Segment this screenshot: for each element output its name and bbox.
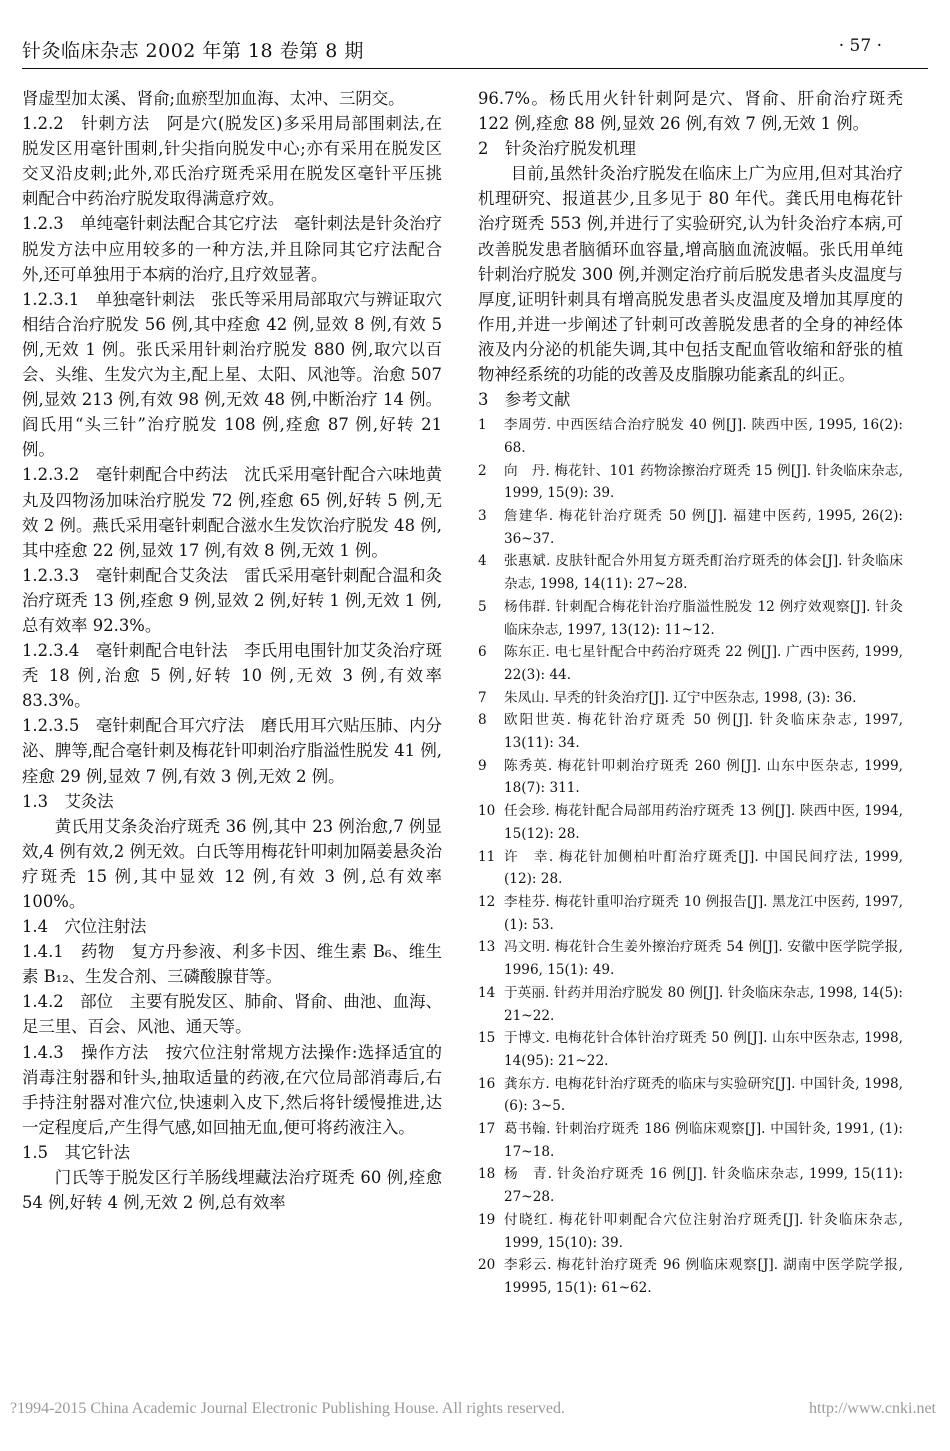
reference-text: 于博文. 电梅花针合体针治疗斑秃 50 例[J]. 山东中医杂志, 1998, 14(95): 21~22. <box>504 1030 903 1069</box>
reference-item <box>478 846 903 891</box>
reference-text: 朱凤山. 早秃的针灸治疗[J]. 辽宁中医杂志, 1998, (3): 36. <box>504 689 857 706</box>
journal-title: 针灸临床杂志 2002 年第 18 卷第 8 期 <box>22 40 364 62</box>
paragraph: 1.2.3.3 毫针刺配合艾灸法 雷氏采用毫针刺配合温和灸治疗斑秃 13 例,痊愈 9 例,显效 2 例,好转 1 例,无效 1 例,总有效率 92.3%。 <box>22 565 442 635</box>
reference-number: 8 <box>478 712 487 729</box>
reference-text: 杨伟群. 针刺配合梅花针治疗脂溢性脱发 12 例疗效观察[J]. 针灸临床杂志, 1997, 13(12): 11~12. <box>504 598 903 638</box>
reference-number: 12 <box>478 893 496 910</box>
reference-item <box>478 596 903 641</box>
reference-item <box>478 1027 903 1072</box>
reference-number: 13 <box>478 939 496 956</box>
paragraph: 1.4.2 部位 主要有脱发区、肺俞、肾俞、曲池、血海、足三里、百会、风池、通天等。 <box>22 992 442 1037</box>
reference-item <box>478 1254 903 1299</box>
reference-item <box>478 505 903 550</box>
paragraph: 肾虚型加太溪、肾俞;血瘀型加血海、太冲、三阴交。 <box>22 89 405 108</box>
paragraph: 1.3 艾灸法 <box>22 791 114 811</box>
paragraph: 1.2.3.5 毫针刺配合耳穴疗法 磨氏用耳穴贴压肺、内分泌、脾等,配合毫针刺及梅花针叩刺治疗脂溢性脱发 41 例,痊愈 29 例,显效 7 例,有效 3 例,无效 2 例。 <box>22 716 442 786</box>
reference-text: 张惠斌. 皮肤针配合外用复方斑秃酊治疗斑秃的体会[J]. 针灸临床杂志, 1998, 14(11): 27~28. <box>504 553 903 593</box>
reference-item <box>478 800 903 845</box>
reference-number: 6 <box>478 644 487 661</box>
reference-text: 陈东正. 电七星针配合中药治疗斑秃 22 例[J]. 广西中医药, 1999, 22(3): 44. <box>504 644 903 683</box>
reference-text: 陈秀英. 梅花针叩刺治疗斑秃 260 例[J]. 山东中医杂志, 1999, 18(7): 311. <box>504 757 903 797</box>
reference-item <box>478 1118 903 1163</box>
reference-item <box>478 687 903 710</box>
reference-text: 李彩云. 梅花针治疗斑秃 96 例临床观察[J]. 湖南中医学院学报, 19995, 15(1): 61~62. <box>504 1257 903 1296</box>
reference-item <box>478 982 903 1027</box>
page-number: · 57 · <box>838 36 882 56</box>
paragraph: 1.4.3 操作方法 按穴位注射常规方法操作:选择适宜的消毒注射器和针头,抽取适量的药液,在穴位局部消毒后,右手持注射器对准穴位,快速刺入皮下,然后将针缓慢推进,达一定程度后,产生得气感,如回抽无血,便可将药液注入。 <box>22 1042 442 1137</box>
reference-number: 17 <box>478 1121 496 1138</box>
page-header <box>22 30 928 70</box>
paragraph: 1.4 穴位注射法 <box>22 917 147 937</box>
reference-item <box>478 891 903 936</box>
reference-number: 20 <box>478 1257 496 1274</box>
reference-number: 14 <box>478 984 496 1001</box>
reference-number: 19 <box>478 1211 496 1228</box>
reference-number: 7 <box>478 689 487 706</box>
reference-item <box>478 641 903 686</box>
paragraph: 目前,虽然针灸治疗脱发在临床上广为应用,但对其治疗机理研究、报道甚少,且多见于 80 年代。龚氏用电梅花针治疗斑秃 553 例,并进行了实验研究,认为针灸治疗本病,可改善脱发患者脑循环血容量,增高脑血流波幅。张氏用单纯针刺治疗脱发 300 例,并测定治疗前后脱发患者头皮温度与厚度,证明针刺具有增高脱发患者头皮温度及增加其厚度的作用,并进一步阐述了针刺可改善脱发患者的全身的神经体液及内分泌的机能失调,其中包括支配血管收缩和舒张的植物神经系统的功能的改善及皮脂腺功能紊乱的纠正。 <box>478 164 903 385</box>
paragraph: 3 参考文献 <box>478 390 571 410</box>
reference-number: 3 <box>478 508 487 525</box>
reference-text: 葛书翰. 针刺治疗斑秃 186 例临床观察[J]. 中国针灸, 1991, (1): 17~18. <box>504 1121 903 1160</box>
reference-text: 冯文明. 梅花针合生姜外擦治疗斑秃 54 例[J]. 安徽中医学院学报, 1996, 15(1): 49. <box>504 939 903 979</box>
copyright-notice: ?1994-2015 China Academic Journal Electronic Publishing House. All rights reserved. <box>10 1400 565 1417</box>
reference-number: 4 <box>478 553 487 570</box>
reference-item <box>478 550 903 595</box>
left-column <box>22 86 442 1361</box>
reference-text: 许 幸. 梅花针加侧柏叶酊治疗斑秃[J]. 中国民间疗法, 1999, (12): 28. <box>504 848 903 888</box>
paragraph: 96.7%。杨氏用火针针刺阿是穴、肾俞、肝俞治疗斑秃 122 例,痊愈 88 例,显效 26 例,有效 7 例,无效 1 例。 <box>478 89 903 134</box>
right-column-body <box>478 86 903 412</box>
reference-number: 18 <box>478 1166 496 1183</box>
reference-number: 2 <box>478 462 487 479</box>
reference-text: 欧阳世英. 梅花针治疗斑秃 50 例[J]. 针灸临床杂志, 1997, 13(11): 34. <box>504 712 903 752</box>
right-column <box>478 86 903 1361</box>
reference-text: 李桂芬. 梅花针重叩治疗斑秃 10 例报告[J]. 黑龙江中医药, 1997, (1): 53. <box>504 893 903 933</box>
reference-text: 于英丽. 针药并用治疗脱发 80 例[J]. 针灸临床杂志, 1998, 14(5): 21~22. <box>504 984 903 1024</box>
reference-number: 9 <box>478 757 487 774</box>
reference-text: 向 丹. 梅花针、101 药物涂擦治疗斑秃 15 例[J]. 针灸临床杂志, 1999, 15(9): 39. <box>504 462 903 502</box>
paragraph: 1.2.3.1 单独毫针刺法 张氏等采用局部取穴与辨证取穴相结合治疗脱发 56 例,其中痊愈 42 例,显效 8 例,有效 5 例,无效 1 例。张氏采用针刺治疗脱发 880 例,取穴以百会、头维、生发穴为主,配上星、太阳、风池等。治愈 507 例,显效 213 例,有效 98 例,无效 48 例,中断治疗 14 例。阎氏用“头三针”治疗脱发 108 例,痊愈 87 例,好转 21 例。 <box>22 289 442 460</box>
paragraph: 1.2.3.2 毫针刺配合中药法 沈氏采用毫针配合六味地黄丸及四物汤加味治疗脱发 72 例,痊愈 65 例,好转 5 例,无效 2 例。燕氏采用毫针刺配合滋水生发饮治疗脱发 48 例,其中痊愈 22 例,显效 17 例,有效 8 例,无效 1 例。 <box>22 465 442 560</box>
reference-item <box>478 936 903 981</box>
paragraph: 1.2.3 单纯毫针刺法配合其它疗法 毫针刺法是针灸治疗脱发方法中应用较多的一种方法,并且除同其它疗法配合外,还可单独用于本病的治疗,且疗效显著。 <box>22 214 442 284</box>
paragraph: 1.2.3.4 毫针刺配合电针法 李氏用电围针加艾灸治疗斑秃 18 例,治愈 5 例,好转 10 例,无效 3 例,有效率 83.3%。 <box>22 641 442 711</box>
header-rule <box>22 68 928 69</box>
reference-number: 11 <box>478 848 496 865</box>
reference-number: 1 <box>478 417 487 434</box>
paragraph: 门氏等于脱发区行羊肠线埋藏法治疗斑秃 60 例,痊愈 54 例,好转 4 例,无效 2 例,总有效率 <box>22 1168 442 1213</box>
reference-item <box>478 460 903 505</box>
paragraph: 1.5 其它针法 <box>22 1142 131 1162</box>
reference-text: 龚东方. 电梅花针治疗斑秃的临床与实验研究[J]. 中国针灸, 1998, (6): 3~5. <box>504 1075 903 1115</box>
reference-item <box>478 755 903 800</box>
paragraph: 1.4.1 药物 复方丹参液、利多卡因、维生素 B₆、维生素 B₁₂、生发合剂、三磷酸腺苷等。 <box>22 942 442 987</box>
reference-number: 16 <box>478 1075 496 1092</box>
reference-item <box>478 414 903 459</box>
reference-number: 10 <box>478 803 496 820</box>
reference-item <box>478 1073 903 1118</box>
reference-text: 李周劳. 中西医结合治疗脱发 40 例[J]. 陕西中医, 1995, 16(2): 68. <box>504 417 903 456</box>
paragraph: 黄氏用艾条灸治疗斑秃 36 例,其中 23 例治愈,7 例显效,4 例有效,2 例无效。白氏等用梅花针叩刺加隔姜悬灸治疗斑秃 15 例,其中显效 12 例,有效 3 例,总有效率 100%。 <box>22 816 442 911</box>
reference-list <box>478 414 903 1299</box>
reference-item <box>478 1209 903 1254</box>
reference-text: 付晓红. 梅花针叩刺配合穴位注射治疗斑秃[J]. 针灸临床杂志, 1999, 15(10): 39. <box>504 1211 903 1251</box>
reference-number: 15 <box>478 1030 496 1047</box>
reference-text: 杨 青. 针灸治疗斑秃 16 例[J]. 针灸临床杂志, 1999, 15(11): 27~28. <box>504 1166 903 1206</box>
paragraph: 2 针灸治疗脱发机理 <box>478 139 636 159</box>
site-url: http://www.cnki.net <box>809 1400 936 1417</box>
reference-item <box>478 709 903 754</box>
reference-item <box>478 1163 903 1208</box>
reference-number: 5 <box>478 598 487 615</box>
reference-text: 任会珍. 梅花针配合局部用药治疗斑秃 13 例[J]. 陕西中医, 1994, 15(12): 28. <box>504 803 903 842</box>
paragraph: 1.2.2 针刺方法 阿是穴(脱发区)多采用局部围刺法,在脱发区用毫针围刺,针尖指向脱发中心;亦有采用在脱发区交叉沿皮刺;此外,邓氏治疗斑秃采用在脱发区毫针平压挑刺配合中药治疗脱发取得满意疗效。 <box>22 114 442 209</box>
reference-text: 詹建华. 梅花针治疗斑秃 50 例[J]. 福建中医药, 1995, 26(2): 36~37. <box>504 508 903 547</box>
